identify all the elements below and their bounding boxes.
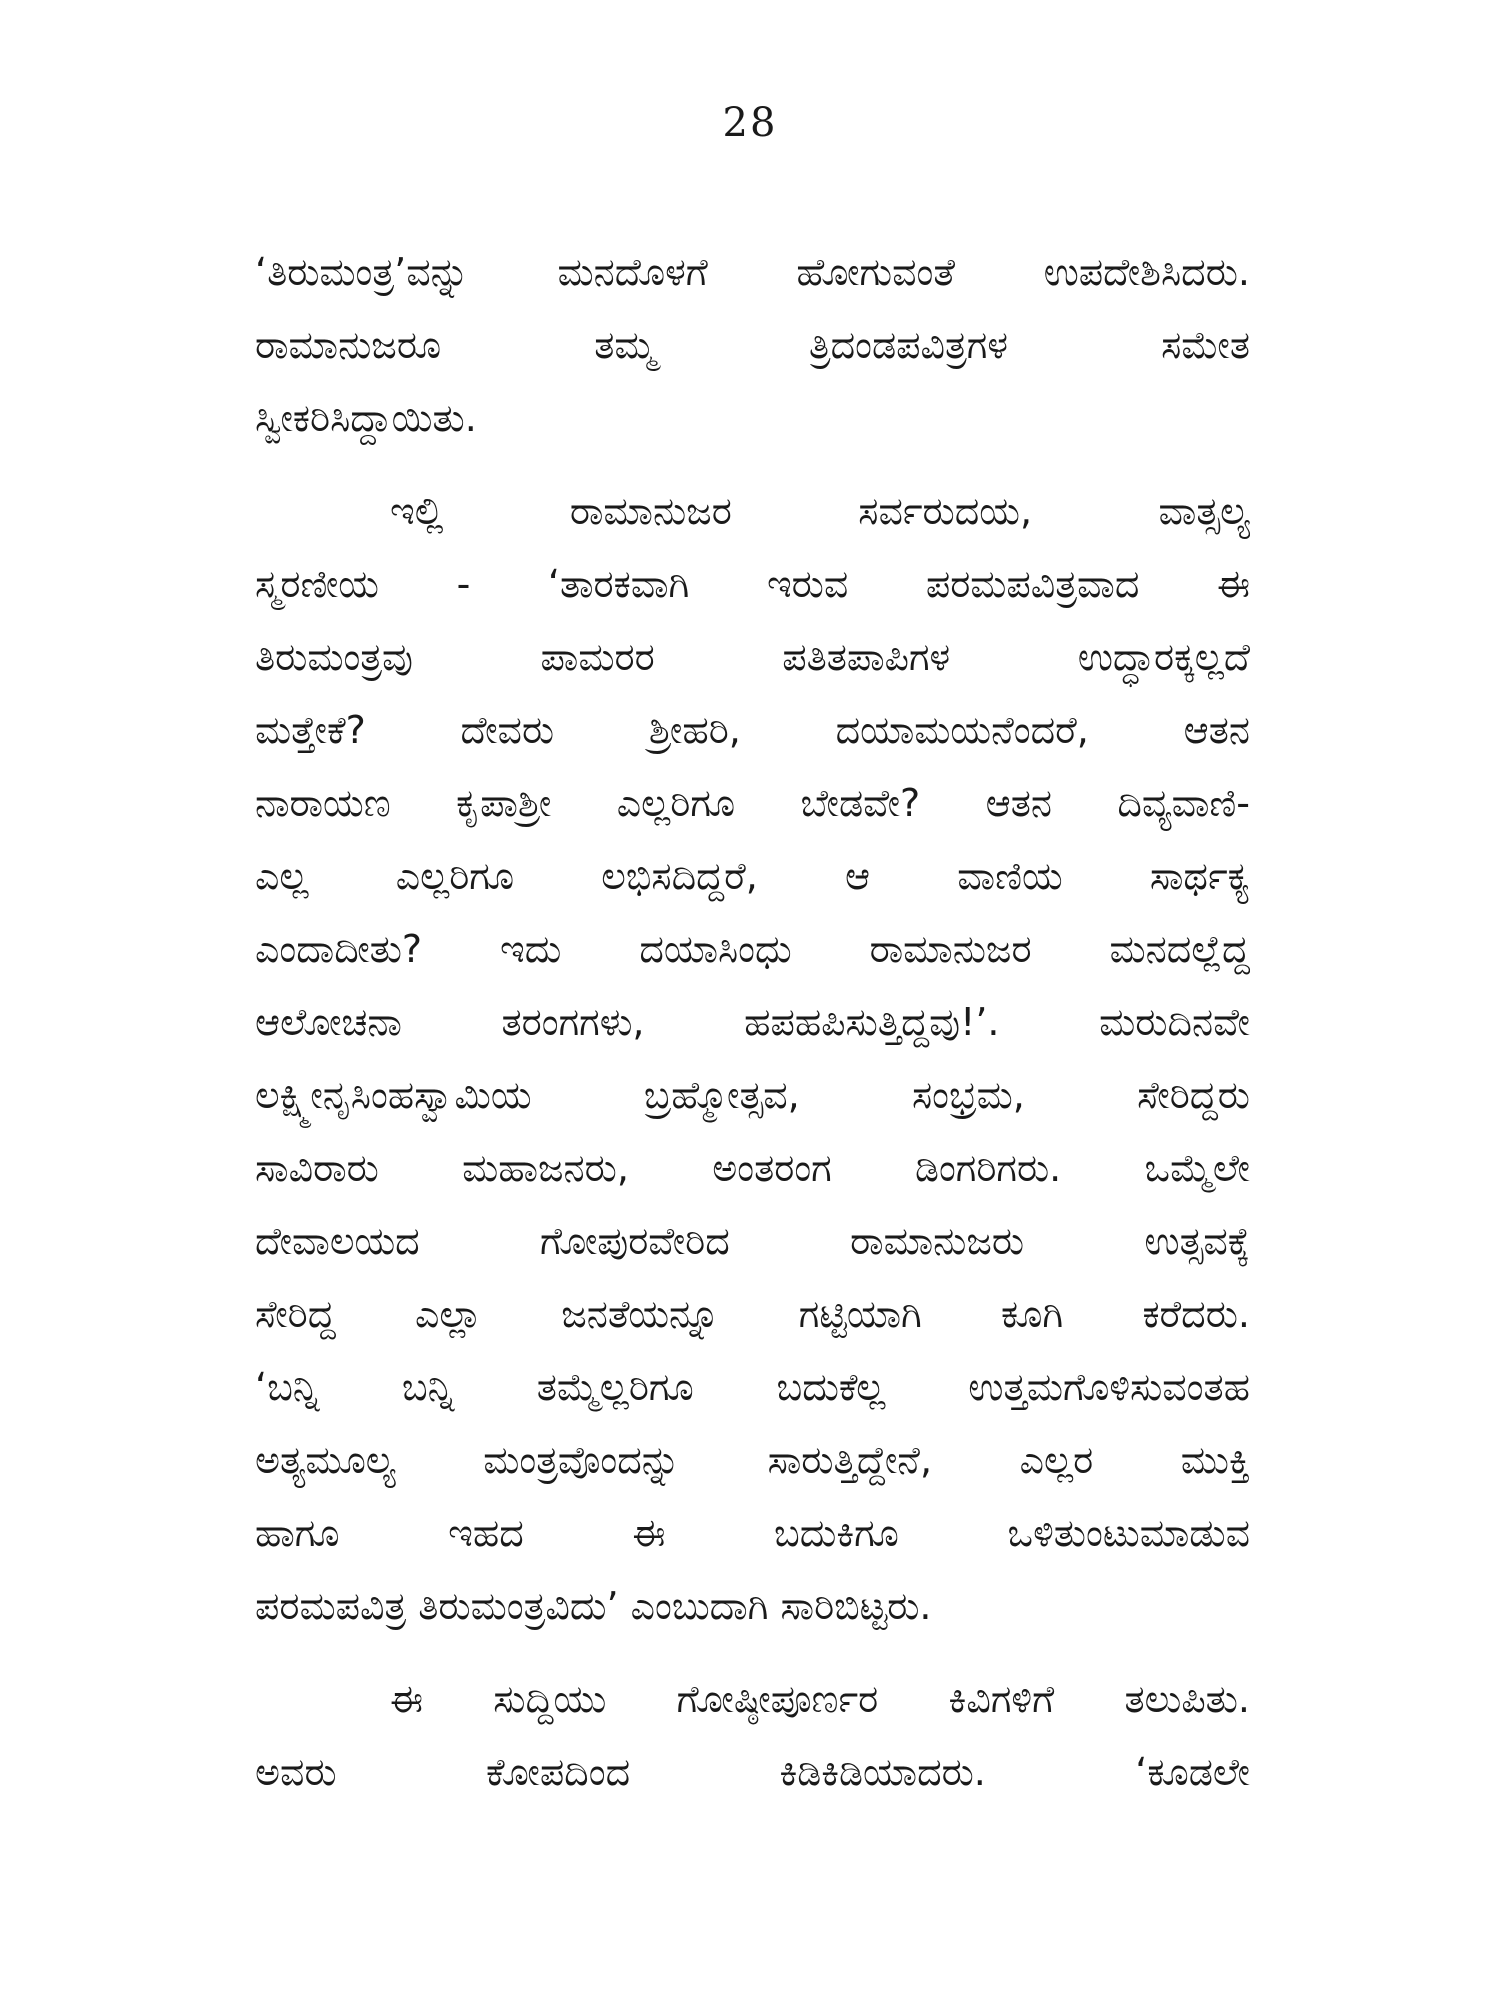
text-line: ಮತ್ತೇಕೆ? ದೇವರು ಶ್ರೀಹರಿ, ದಯಾಮಯನೆಂದರೆ, ಆತನ	[255, 708, 1250, 752]
paragraph	[255, 1663, 1250, 1809]
text-line: ದೇವಾಲಯದ ಗೋಪುರವೇರಿದ ರಾಮಾನುಜರು ಉತ್ಸವಕ್ಕೆ	[255, 1219, 1250, 1263]
text-line: ಹಾಗೂ ಇಹದ ಈ ಬದುಕಿಗೂ ಒಳಿತುಂಟುಮಾಡುವ	[255, 1511, 1250, 1555]
paragraph	[255, 475, 1250, 1643]
text-line: ಲಕ್ಷ್ಮೀನೃಸಿಂಹಸ್ವಾಮಿಯ ಬ್ರಹ್ಮೋತ್ಸವ, ಸಂಭ್ರಮ, ಸೇರಿದ್ದರು	[255, 1073, 1250, 1117]
text-line: ಇಲ್ಲಿ ರಾಮಾನುಜರ ಸರ್ವರುದಯ, ವಾತ್ಸಲ್ಯ	[390, 489, 1250, 533]
text-line: ‘ತಿರುಮಂತ್ರ’ವನ್ನು ಮನದೊಳಗೆ ಹೋಗುವಂತೆ ಉಪದೇಶಿಸಿದರು.	[255, 250, 1250, 294]
text-line: ಪರಮಪವಿತ್ರ ತಿರುಮಂತ್ರವಿದು’ ಎಂಬುದಾಗಿ ಸಾರಿಬಿಟ್ಟರು.	[255, 1584, 932, 1628]
text-line: ‘ಬನ್ನಿ ಬನ್ನಿ ತಮ್ಮೆಲ್ಲರಿಗೂ ಬದುಕೆಲ್ಲ ಉತ್ತಮಗೊಳಿಸುವಂತಹ	[255, 1365, 1250, 1409]
body-text	[255, 236, 1250, 1809]
text-line: ಎಂದಾದೀತು? ಇದು ದಯಾಸಿಂಧು ರಾಮಾನುಜರ ಮನದಲ್ಲೆದ್ದ	[255, 927, 1250, 971]
text-line: ಸ್ವೀಕರಿಸಿದ್ದಾಯಿತು.	[255, 396, 477, 440]
text-line: ಆಲೋಚನಾ ತರಂಗಗಳು, ಹಪಹಪಿಸುತ್ತಿದ್ದವು!’. ಮರುದಿನವೇ	[255, 1000, 1250, 1044]
page-number: 28	[722, 100, 778, 146]
text-line: ರಾಮಾನುಜರೂ ತಮ್ಮ ತ್ರಿದಂಡಪವಿತ್ರಗಳ ಸಮೇತ	[255, 323, 1250, 367]
text-line: ಸೇರಿದ್ದ ಎಲ್ಲಾ ಜನತೆಯನ್ನೂ ಗಟ್ಟಿಯಾಗಿ ಕೂಗಿ ಕರೆದರು.	[255, 1292, 1250, 1336]
text-line: ಸ್ಮರಣೀಯ - ‘ತಾರಕವಾಗಿ ಇರುವ ಪರಮಪವಿತ್ರವಾದ ಈ	[255, 562, 1250, 606]
text-line: ತಿರುಮಂತ್ರವು ಪಾಮರರ ಪತಿತಪಾಪಿಗಳ ಉದ್ಧಾರಕ್ಕಲ್ಲದೆ	[255, 635, 1250, 679]
text-line: ಅವರು ಕೋಪದಿಂದ ಕಿಡಿಕಿಡಿಯಾದರು. ‘ಕೂಡಲೇ	[255, 1750, 1250, 1794]
paragraph	[255, 236, 1250, 455]
text-line: ಅತ್ಯಮೂಲ್ಯ ಮಂತ್ರವೊಂದನ್ನು ಸಾರುತ್ತಿದ್ದೇನೆ, ಎಲ್ಲರ ಮುಕ್ತಿ	[255, 1438, 1250, 1482]
text-line: ಸಾವಿರಾರು ಮಹಾಜನರು, ಅಂತರಂಗ ಡಿಂಗರಿಗರು. ಒಮ್ಮೆಲೇ	[255, 1146, 1250, 1190]
text-line: ಈ ಸುದ್ದಿಯು ಗೋಷ್ಠೀಪೂರ್ಣರ ಕಿವಿಗಳಿಗೆ ತಲುಪಿತು.	[390, 1677, 1250, 1721]
text-line: ಎಲ್ಲ ಎಲ್ಲರಿಗೂ ಲಭಿಸದಿದ್ದರೆ, ಆ ವಾಣಿಯ ಸಾರ್ಥಕ್ಯ	[255, 854, 1250, 898]
text-line: ನಾರಾಯಣ ಕೃಪಾಶ್ರೀ ಎಲ್ಲರಿಗೂ ಬೇಡವೇ? ಆತನ ದಿವ್ಯವಾಣಿ-	[255, 781, 1250, 825]
